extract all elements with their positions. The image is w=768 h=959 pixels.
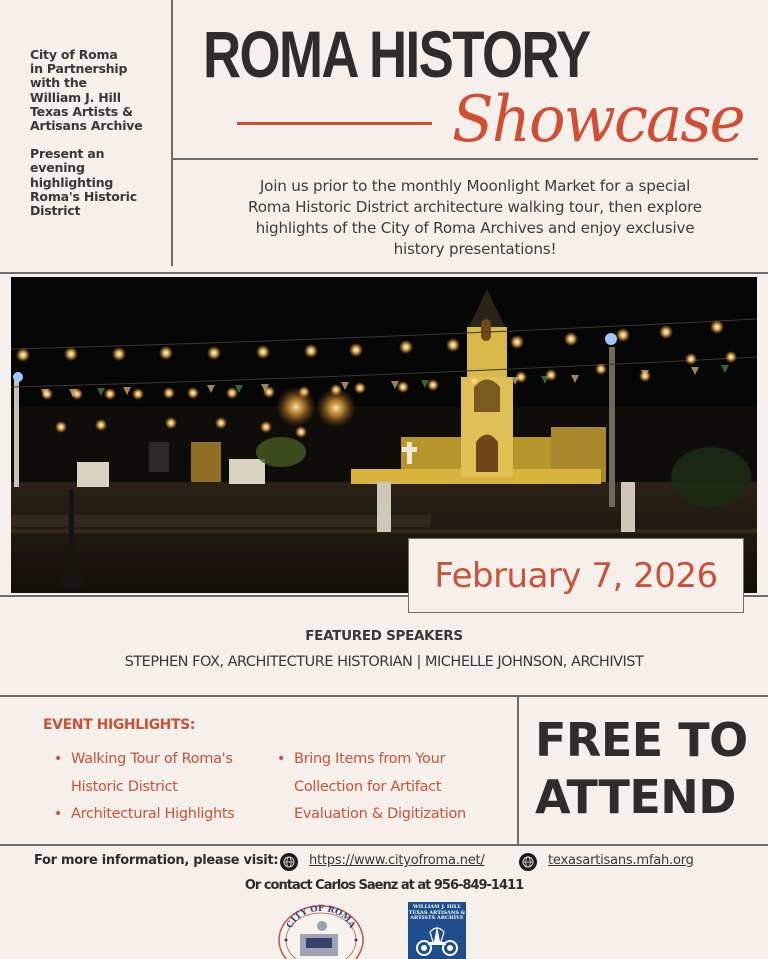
roma-logo-text: CITY OF ROMA [284, 903, 358, 931]
event-date: February 7, 2026 [434, 555, 718, 596]
highlight-text: Collection for Artifact [294, 778, 442, 795]
footer-rule [0, 844, 768, 846]
city-of-roma-link[interactable]: https://www.cityofroma.net/ [309, 853, 485, 868]
event-date-box [408, 538, 744, 613]
intro-line: highlighting [30, 174, 114, 190]
intro-line: Roma's Historic [30, 188, 137, 204]
hill-logo-text: TEXAS ARTISANS & [408, 909, 466, 916]
highlight-text: Evaluation & Digitization [294, 806, 466, 822]
hill-archive-logo [408, 902, 466, 959]
ionic-capital-icon [408, 922, 466, 959]
hill-logo-text: WILLIAM J. HILL [412, 904, 462, 910]
page-subtitle: Showcase [452, 83, 744, 157]
intro-line: Texas Artists & [30, 103, 133, 119]
page-title: ROMA HISTORY [203, 17, 590, 91]
admission-line: ATTEND [535, 770, 736, 824]
speakers-list: STEPHEN FOX, ARCHITECTURE HISTORIAN | MICHELLE JOHNSON, ARCHIVIST [124, 654, 644, 670]
bullet-icon: • [54, 751, 62, 767]
highlights-top-rule [0, 695, 768, 697]
highlight-item [277, 746, 466, 829]
intro-line: William J. Hill [30, 89, 121, 105]
intro-line: with the [30, 75, 87, 91]
intro-line: in Partnership [30, 61, 128, 77]
partnership-statement [30, 48, 170, 133]
highlight-text: Bring Items from Your [294, 751, 446, 767]
highlight-text: Historic District [71, 778, 178, 795]
hill-logo-text: ARTISTS ARCHIVE [410, 915, 464, 921]
highlight-item [54, 746, 235, 801]
admission-notice [535, 712, 748, 826]
texas-artisans-link[interactable]: texasartisans.mfah.org [548, 853, 694, 868]
intro-line: District [30, 203, 81, 219]
highlights-divider [517, 696, 519, 845]
intro-divider [171, 0, 173, 266]
contact-info: Or contact Carlos Saenz at at 956-849-1411 [244, 878, 524, 893]
highlights-list-left [54, 746, 235, 829]
intro-line: Artisans Archive [30, 118, 143, 134]
bullet-icon: • [277, 751, 285, 767]
intro-line: evening [30, 160, 85, 176]
more-info-row [0, 852, 768, 872]
bullet-icon: • [54, 806, 62, 822]
accent-rule [237, 122, 432, 125]
highlight-text: Architectural Highlights [71, 806, 235, 822]
event-description: Join us prior to the monthly Moonlight Market for a special Roma Historic District architecture walking tour, then explore highlights of the City of Roma Archives and enjoy exclusive history presentations! [248, 177, 702, 258]
intro-line: City of Roma [30, 47, 118, 62]
present-statement [30, 147, 170, 218]
highlight-text: Walking Tour of Roma's [71, 751, 233, 767]
highlight-item [54, 801, 235, 829]
city-of-roma-logo [276, 902, 366, 959]
admission-line: FREE TO [535, 713, 748, 767]
intro-line: Present an [30, 146, 105, 162]
globe-icon [519, 853, 537, 871]
speakers-heading: FEATURED SPEAKERS [305, 628, 463, 644]
highlights-list-right [277, 746, 466, 829]
visit-label: For more information, please visit: [34, 853, 279, 868]
globe-icon [280, 853, 298, 871]
top-section-rule [0, 272, 768, 274]
intro-text [30, 48, 170, 218]
highlights-heading: EVENT HIGHLIGHTS: [43, 717, 196, 733]
